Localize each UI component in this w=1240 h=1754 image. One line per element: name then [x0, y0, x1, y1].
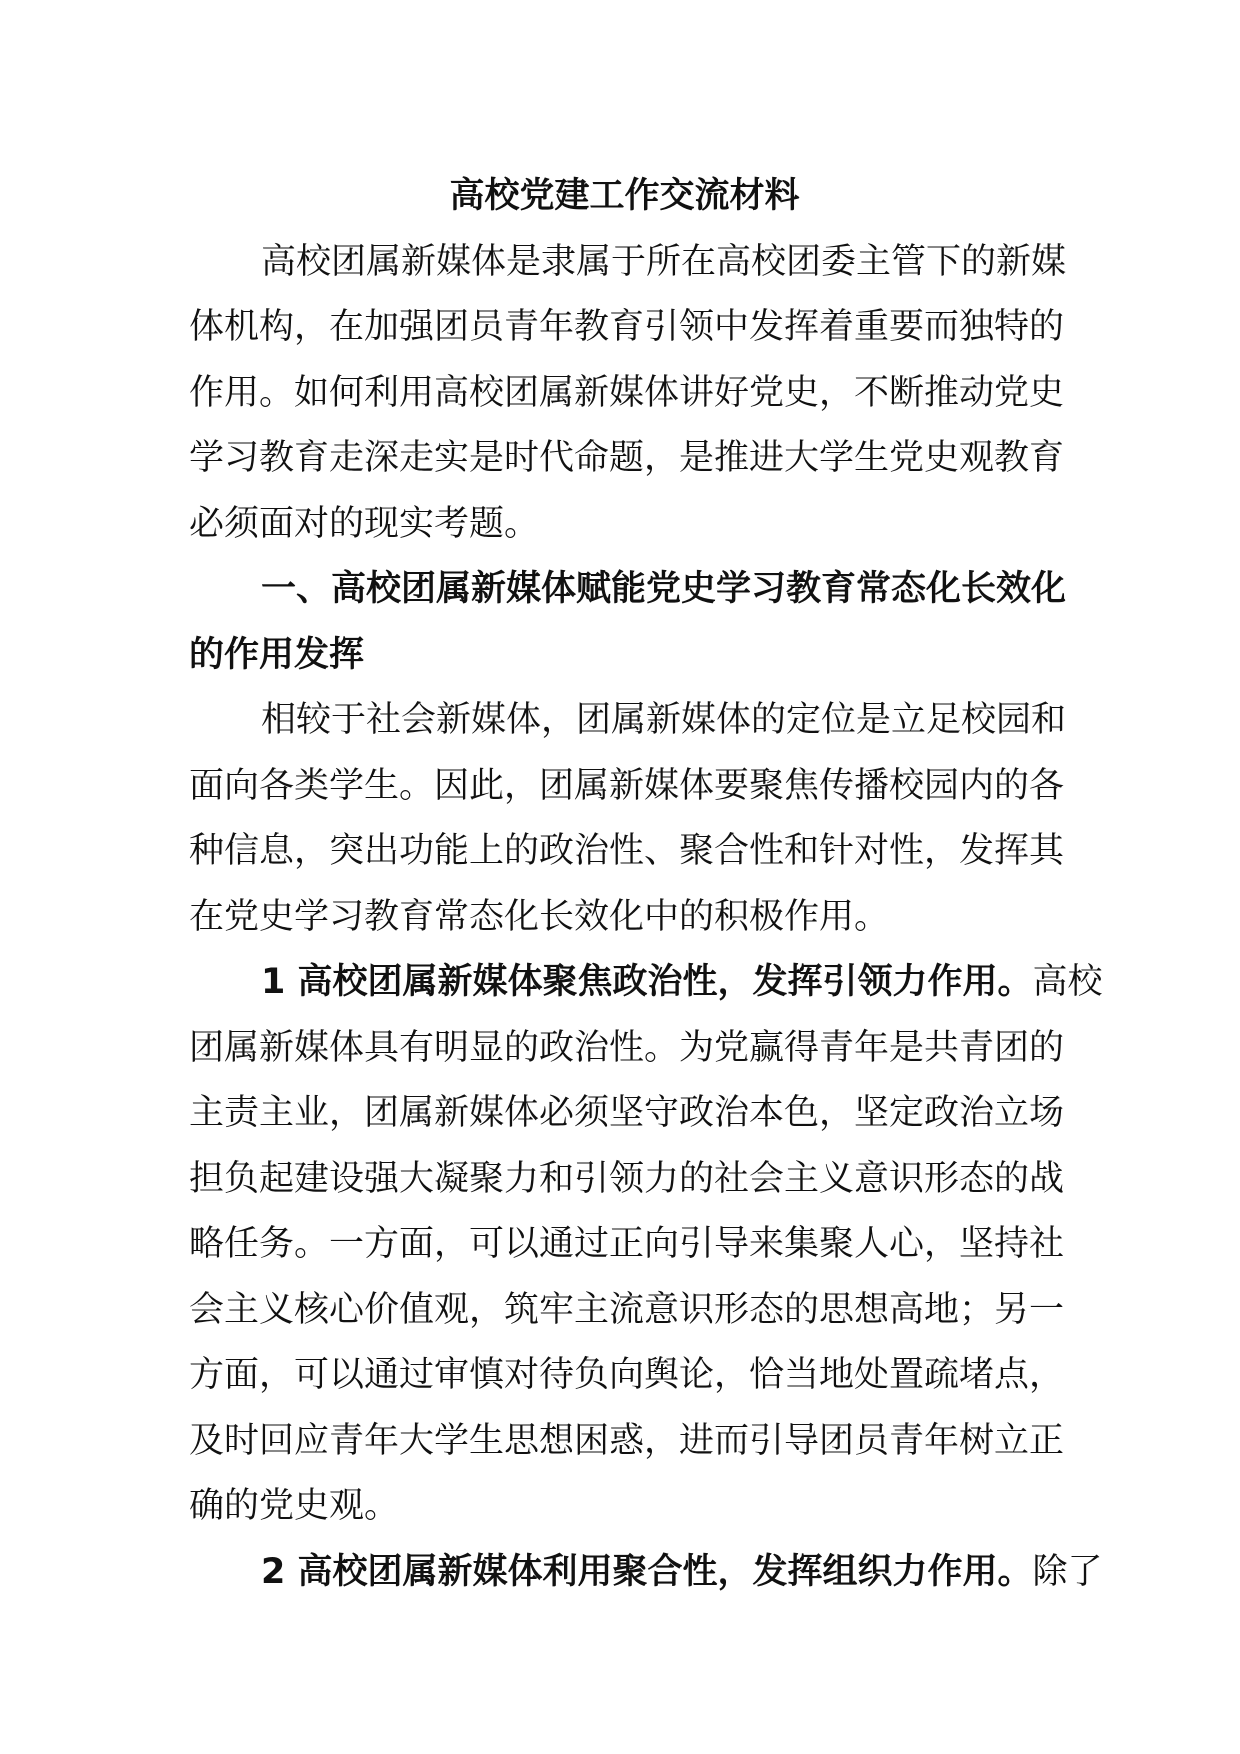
text-line: 高校团属新媒体是隶属于所在高校团委主管下的新媒: [261, 241, 1067, 282]
text-line: 略任务。一方面，可以通过正向引导来集聚人心，坚持社: [189, 1224, 1065, 1264]
point-2-lead: 2 高校团属新媒体利用聚合性，发挥组织力作用。: [261, 1551, 1033, 1592]
text-line: 作用。如何利用高校团属新媒体讲好党史，不断推动党史: [189, 372, 1065, 413]
text-line: 体机构，在加强团员青年教育引领中发挥着重要而独特的: [189, 307, 1065, 347]
point-1-lead: 1 高校团属新媒体聚焦政治性，发挥引领力作用。: [261, 962, 1033, 1002]
text-line: 确的党史观。: [189, 1486, 400, 1526]
point-1-lead-tail: 高校: [1032, 962, 1103, 1002]
text-line: [189, 1540, 1103, 1606]
text-line: 会主义核心价值观，筑牢主流意识形态的思想高地；另一: [189, 1289, 1065, 1330]
point-2-paragraph: [189, 1540, 1103, 1606]
text-line: 主责主业，团属新媒体必须坚守政治本色，坚定政治立场: [189, 1093, 1065, 1133]
text-line: 学习教育走深走实是时代命题，是推进大学生党史观教育: [189, 438, 1065, 478]
text-line: 种信息，突出功能上的政治性、聚合性和针对性，发挥其: [189, 831, 1065, 871]
section-1-paragraph: [189, 688, 1067, 950]
text-line: 及时回应青年大学生思想困惑，进而引导团员青年树立正: [189, 1420, 1065, 1461]
text-line: 必须面对的现实考题。: [189, 503, 540, 544]
point-2-lead-tail: 除了: [1032, 1551, 1103, 1592]
text-line: 面向各类学生。因此，团属新媒体要聚焦传播校园内的各: [189, 765, 1065, 806]
heading-line: 的作用发挥: [189, 634, 365, 675]
text-line: 担负起建设强大凝聚力和引领力的社会主义意识形态的战: [189, 1158, 1065, 1199]
text-line: 团属新媒体具有明显的政治性。为党赢得青年是共青团的: [189, 1027, 1065, 1068]
document-title: 高校党建工作交流材料: [449, 176, 800, 216]
text-line: 在党史学习教育常态化长效化中的积极作用。: [189, 896, 890, 937]
text-line: 相较于社会新媒体，团属新媒体的定位是立足校园和: [261, 700, 1067, 740]
intro-paragraph: [189, 230, 1067, 558]
text-line: 方面，可以通过审慎对待负向舆论，恰当地处置疏堵点，: [189, 1355, 1065, 1395]
point-1-paragraph: [189, 950, 1103, 1540]
document-body: [189, 164, 1103, 1605]
heading-line: 一、高校团属新媒体赋能党史学习教育常态化长效化: [261, 569, 1067, 609]
section-heading-1: [189, 557, 1067, 688]
text-line: [189, 950, 1103, 1016]
